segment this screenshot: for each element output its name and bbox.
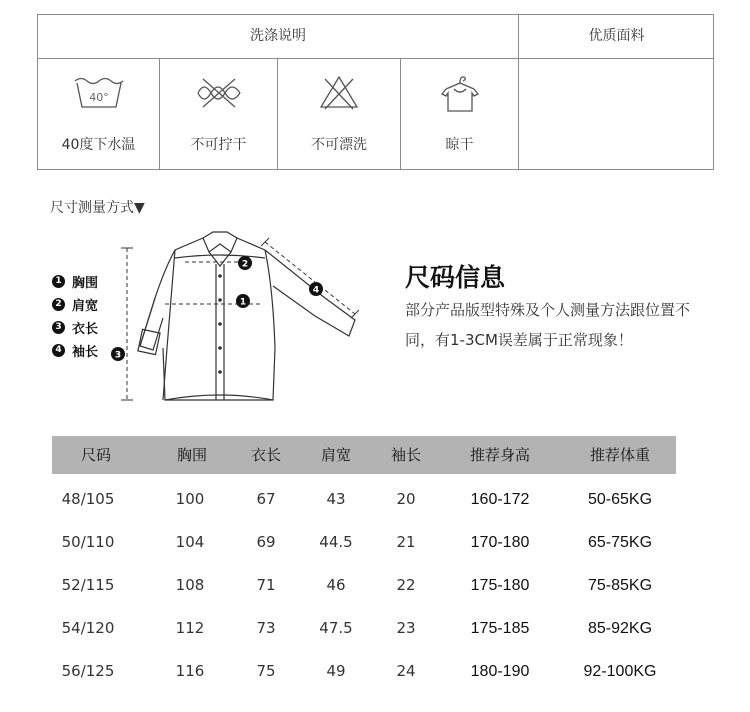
- table-row: [52, 478, 676, 521]
- table-cell: 52/115: [61, 576, 115, 594]
- measure-title: 尺寸测量方式▼: [50, 200, 145, 216]
- table-cell: 71: [256, 576, 276, 594]
- legend-item: [52, 339, 98, 362]
- legend-item: [52, 293, 98, 316]
- fabric-header-label: 优质面料: [588, 28, 645, 44]
- table-row: [52, 564, 676, 607]
- care-label-hang-dry: 晾干: [445, 137, 474, 153]
- svg-text:1: 1: [239, 297, 247, 308]
- legend-label: 衣长: [72, 322, 99, 337]
- no-bleach-icon: [317, 73, 361, 113]
- table-row: [52, 607, 676, 650]
- table-cell: 116: [175, 662, 205, 680]
- legend-item: [52, 316, 98, 339]
- header-cell: 袖长: [390, 446, 422, 464]
- svg-text:2: 2: [241, 259, 249, 270]
- wash-40-icon: [73, 73, 125, 113]
- table-cell: 112: [175, 619, 205, 637]
- care-label-wash: 40度下水温: [61, 137, 136, 153]
- table-cell: 85-92KG: [587, 620, 653, 637]
- table-cell: 21: [396, 533, 416, 551]
- svg-text:4: 4: [312, 285, 320, 296]
- svg-text:3: 3: [114, 350, 122, 361]
- table-cell: 47.5: [319, 619, 353, 637]
- table-cell: 75: [256, 662, 276, 680]
- no-wring-icon: [194, 73, 244, 113]
- table-cell: 20: [396, 490, 416, 508]
- table-cell: 69: [256, 533, 276, 551]
- care-label-no-wring: 不可拧干: [190, 137, 247, 153]
- table-cell: 22: [396, 576, 416, 594]
- table-cell: 108: [175, 576, 205, 594]
- care-header-label: 洗涤说明: [250, 28, 306, 44]
- table-cell: 50/110: [61, 533, 115, 551]
- care-item-wash: [38, 59, 159, 169]
- table-cell: 50-65KG: [587, 491, 653, 508]
- table-cell: 46: [326, 576, 346, 594]
- table-cell: 75-85KG: [587, 577, 653, 594]
- table-cell: 54/120: [61, 619, 115, 637]
- table-cell: 92-100KG: [583, 663, 657, 680]
- table-row: [52, 521, 676, 564]
- care-item-no-bleach: [278, 59, 400, 169]
- legend-number: 3: [52, 321, 65, 334]
- header-cell: 衣长: [250, 446, 282, 464]
- header-cell: 胸围: [176, 446, 208, 464]
- table-cell: 23: [396, 619, 416, 637]
- legend-label: 胸围: [72, 276, 99, 291]
- table-cell: 170-180: [470, 534, 530, 551]
- table-cell: 65-75KG: [587, 534, 653, 551]
- shirt-diagram: [105, 228, 375, 408]
- table-cell: 48/105: [61, 490, 115, 508]
- table-cell: 73: [256, 619, 276, 637]
- legend-number: 2: [52, 298, 65, 311]
- header-cell: 尺码: [80, 446, 112, 464]
- legend-number: 4: [52, 344, 65, 357]
- legend-label: 肩宽: [72, 299, 99, 314]
- header-cell: 肩宽: [320, 446, 352, 464]
- table-cell: 175-180: [470, 577, 530, 594]
- table-cell: 49: [326, 662, 346, 680]
- care-label-no-bleach: 不可漂洗: [311, 137, 367, 153]
- size-info-title: 尺码信息: [405, 263, 506, 292]
- size-info-description: 部分产品版型特殊及个人测量方法跟位置不同，有1-3CM误差属于正常现象！: [405, 301, 691, 349]
- hang-dry-icon: [438, 73, 482, 117]
- table-cell: 175-185: [470, 620, 530, 637]
- legend-label: 袖长: [72, 345, 99, 360]
- table-cell: 67: [256, 490, 276, 508]
- header-cell: 推荐体重: [589, 446, 651, 464]
- size-table-header: [52, 436, 676, 474]
- table-cell: 44.5: [319, 533, 353, 551]
- measure-legend: [52, 270, 98, 362]
- table-cell: 24: [396, 662, 416, 680]
- legend-number: 1: [52, 275, 65, 288]
- table-cell: 100: [175, 490, 205, 508]
- care-table: [37, 14, 714, 170]
- table-cell: 160-172: [470, 491, 530, 508]
- table-cell: 180-190: [470, 663, 530, 680]
- table-cell: 56/125: [61, 662, 115, 680]
- care-item-no-wring: [160, 59, 277, 169]
- table-row: [52, 650, 676, 693]
- table-cell: 104: [175, 533, 205, 551]
- legend-item: [52, 270, 98, 293]
- care-item-hang-dry: [401, 59, 518, 169]
- wash-temp-label: 40°: [88, 91, 109, 104]
- table-cell: 43: [326, 490, 346, 508]
- header-cell: 推荐身高: [469, 446, 531, 464]
